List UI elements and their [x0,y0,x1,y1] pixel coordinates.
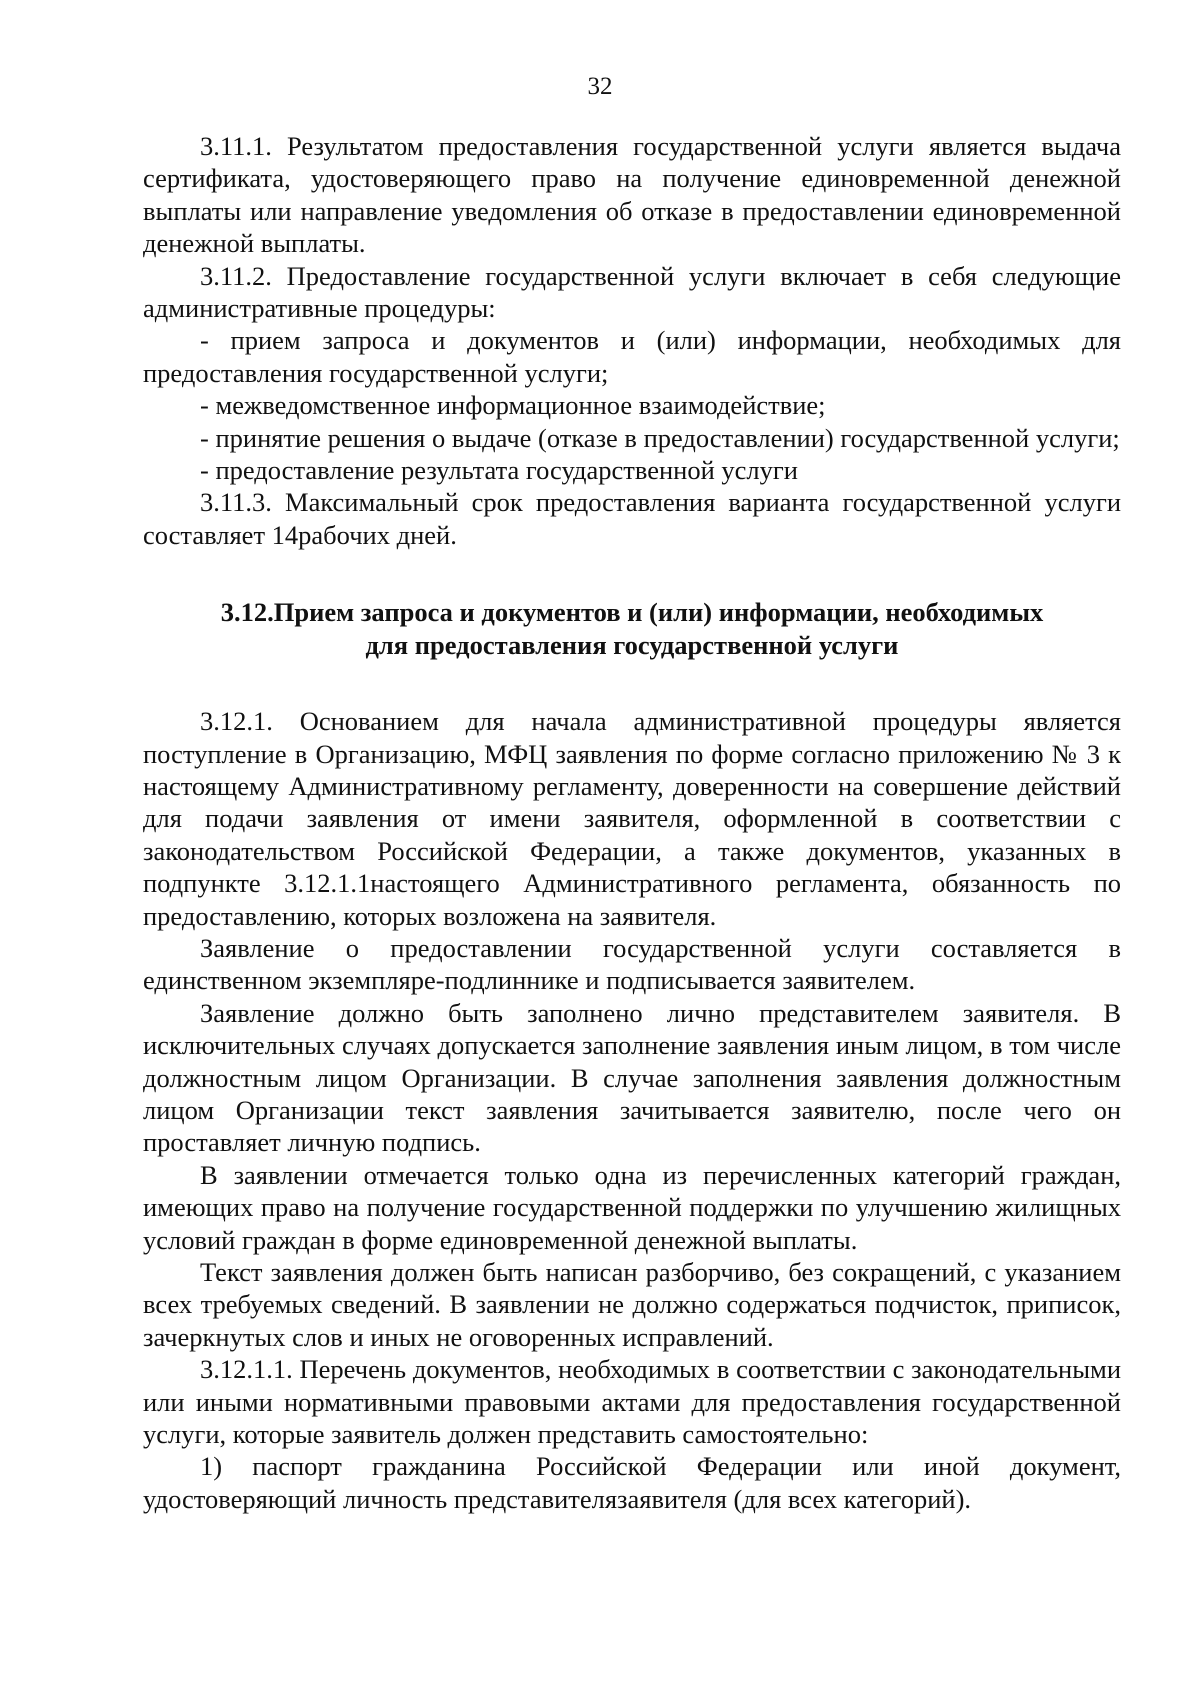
page-number: 32 [587,73,613,100]
paragraph-3-11-1: 3.11.1. Результатом предоставления государственной услуги является выдача сертификата, удостоверяющего право на получение единовременной денежной выплаты или направление уведомления об отказе в предоставлении единовременной денежной выплаты. [143,131,1121,259]
paragraph-3-12-1: 3.12.1. Основанием для начала административной процедуры является поступление в Организацию, МФЦ заявления по форме согласно приложению № 3 к настоящему Административному регламенту, доверенности на совершение действий для подачи заявления от имени заявителя, оформленной в соответствии с законодательством Российской Федерации, а также документов, указанных в подпункте 3.12.1.1настоящего Административного регламента, обязанность по предоставлению, которых возложена на заявителя. [143,706,1121,931]
list-item-procedure-2: - межведомственное информационное взаимодействие; [200,390,826,421]
paragraph-application-single-copy: Заявление о предоставлении государственной услуги составляется в единственном экземпляре-подлиннике и подписывается заявителем. [143,932,1121,996]
section-heading-3-12 [143,596,1121,661]
paragraph-application-filling: Заявление должно быть заполнено лично представителем заявителя. В исключительных случаях допускается заполнение заявления иным лицом, в том числе должностным лицом Организации. В случае заполнения заявления должностным лицом Организации текст заявления зачитывается заявителю, после чего он проставляет личную подпись. [143,997,1121,1158]
paragraph-3-12-1-1: 3.12.1.1. Перечень документов, необходимых в соответствии с законодательными или иными нормативными правовыми актами для предоставления государственной услуги, которые заявитель должен представить самостоятельно: [143,1354,1121,1450]
list-item-procedure-4: - предоставление результата государственной услуги [200,455,798,486]
section-heading-line-1: 3.12.Прием запроса и документов и (или) информации, необходимых [220,597,1044,628]
list-item-passport: 1) паспорт гражданина Российской Федерации или иной документ, удостоверяющий личность представителязаявителя (для всех категорий). [143,1451,1121,1514]
list-item-procedure-3: - принятие решения о выдаче (отказе в предоставлении) государственной услуги; [200,422,1120,453]
section-heading-line-2: для предоставления государственной услуги [365,629,899,660]
list-item-procedure-1: - прием запроса и документов и (или) информации, необходимых для предоставления государственной услуги; [143,325,1121,388]
paragraph-category-selection: В заявлении отмечается только одна из перечисленных категорий граждан, имеющих право на получение государственной поддержки по улучшению жилищных условий граждан в форме единовременной денежной выплаты. [143,1159,1121,1255]
paragraph-legibility: Текст заявления должен быть написан разборчиво, без сокращений, с указанием всех требуемых сведений. В заявлении не должно содержаться подчисток, приписок, зачеркнутых слов и иных не оговоренных исправлений. [143,1257,1121,1352]
document-body [143,130,1121,1515]
paragraph-3-11-3: 3.11.3. Максимальный срок предоставления варианта государственной услуги составляет 14рабочих дней. [143,487,1121,550]
paragraph-3-11-2: 3.11.2. Предоставление государственной услуги включает в себя следующие административные процедуры: [143,260,1121,324]
